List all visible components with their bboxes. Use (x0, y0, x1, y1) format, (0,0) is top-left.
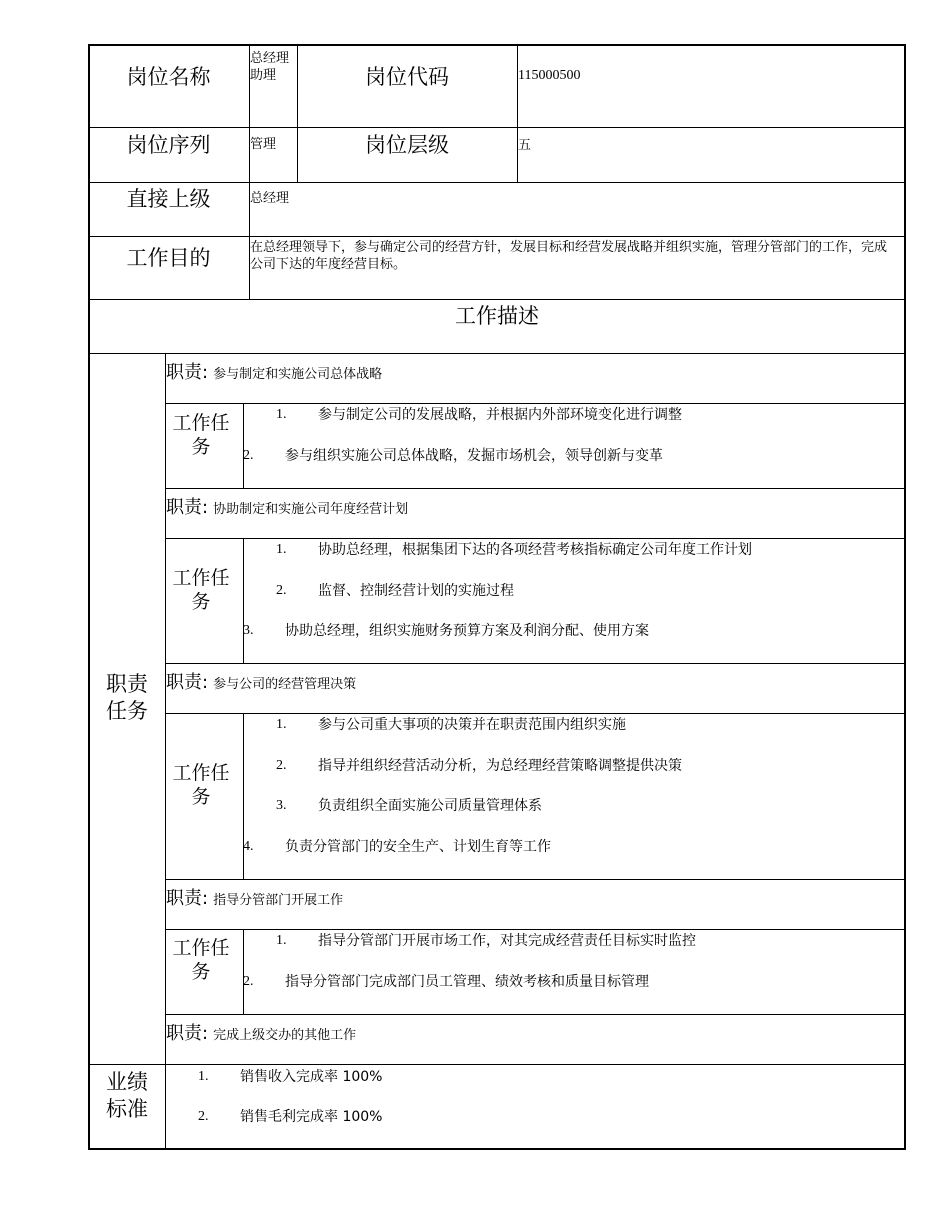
task-number: 1. (276, 933, 287, 948)
task-item (276, 757, 682, 775)
row-divider (165, 713, 906, 714)
performance-text: 销售毛利完成率 100% (240, 1109, 383, 1125)
duty-title: 参与公司的经营管理决策 (213, 677, 357, 692)
task-item (276, 406, 682, 424)
position-name-label: 岗位名称 (126, 65, 211, 89)
task-text: 指导分管部门完成部门员工管理、绩效考核和质量目标管理 (285, 974, 649, 990)
task-label: 工作任务 (172, 762, 230, 808)
duty-heading: 职责: 参与制定和实施公司总体战略 (166, 362, 383, 383)
duty-heading: 职责: 协助制定和实施公司年度经营计划 (166, 497, 409, 518)
performance-label: 业绩标准 (106, 1070, 148, 1121)
section-title: 工作描述 (455, 304, 539, 328)
task-item (243, 447, 663, 465)
row-divider (88, 182, 906, 183)
duty-title: 协助制定和实施公司年度经营计划 (213, 502, 409, 517)
task-number: 2. (276, 583, 287, 598)
col-divider (243, 929, 244, 1014)
task-text: 协助总经理，组织实施财务预算方案及利润分配、使用方案 (285, 623, 649, 639)
duty-title: 参与制定和实施公司总体战略 (213, 367, 383, 382)
task-text: 参与组织实施公司总体战略，发掘市场机会，领导创新与变革 (285, 448, 663, 464)
performance-number: 1. (198, 1069, 209, 1084)
duty-title: 指导分管部门开展工作 (213, 893, 344, 908)
task-text: 参与公司重大事项的决策并在职责范围内组织实施 (318, 717, 626, 733)
task-label: 工作任务 (172, 937, 230, 983)
row-divider (88, 127, 906, 128)
col-divider (243, 403, 244, 488)
duty-prefix: 职责 (166, 888, 202, 909)
row-divider (165, 929, 906, 930)
performance-text: 销售收入完成率 100% (240, 1069, 383, 1085)
task-item (276, 582, 514, 600)
task-number: 3. (276, 798, 287, 813)
row-divider (165, 663, 906, 664)
task-text: 监督、控制经营计划的实施过程 (318, 583, 514, 599)
task-number: 2. (243, 448, 254, 463)
task-number: 4. (243, 839, 254, 854)
level-label: 岗位层级 (365, 133, 449, 157)
task-item (276, 932, 696, 950)
task-label: 工作任务 (172, 412, 230, 458)
task-text: 指导分管部门开展市场工作，对其完成经营责任目标实时监控 (318, 933, 696, 949)
task-text: 负责组织全面实施公司质量管理体系 (318, 798, 542, 814)
task-item (276, 716, 626, 734)
performance-number: 2. (198, 1109, 209, 1124)
duty-heading: 职责: 参与公司的经营管理决策 (166, 672, 357, 693)
duty-prefix: 职责 (166, 362, 202, 383)
row-divider (88, 353, 906, 354)
purpose-label: 工作目的 (126, 246, 211, 270)
purpose-value: 在总经理领导下，参与确定公司的经营方针，发展目标和经营发展战略并组织实施，管理分管部门的工作，完成公司下达的年度经营目标。 (250, 240, 888, 272)
superior-label: 直接上级 (126, 187, 211, 211)
duty-title: 完成上级交办的其他工作 (213, 1028, 357, 1043)
row-divider (88, 1064, 906, 1065)
position-code-label: 岗位代码 (365, 65, 449, 89)
sequence-label: 岗位序列 (126, 133, 211, 157)
position-code-value: 115000500 (518, 68, 581, 83)
duty-prefix: 职责 (166, 1023, 202, 1044)
row-divider (165, 488, 906, 489)
performance-item (198, 1108, 383, 1126)
task-item (276, 541, 752, 559)
task-item (243, 622, 649, 640)
row-divider (88, 236, 906, 237)
task-number: 1. (276, 407, 287, 422)
position-name-value: 总经理助理 (250, 51, 290, 83)
duties-label: 职责任务 (106, 672, 148, 723)
row-divider (165, 403, 906, 404)
task-number: 3. (243, 623, 254, 638)
row-divider (165, 538, 906, 539)
row-divider (165, 1014, 906, 1015)
task-number: 2. (276, 758, 287, 773)
sequence-value: 管理 (250, 137, 277, 152)
col-divider (517, 44, 518, 182)
row-divider (88, 299, 906, 300)
row-divider (165, 879, 906, 880)
task-text: 负责分管部门的安全生产、计划生育等工作 (285, 839, 551, 855)
task-label: 工作任务 (172, 567, 230, 613)
task-text: 指导并组织经营活动分析，为总经理经营策略调整提供决策 (318, 758, 682, 774)
task-number: 1. (276, 717, 287, 732)
task-text: 参与制定公司的发展战略，并根据内外部环境变化进行调整 (318, 407, 682, 423)
duty-heading: 职责: 完成上级交办的其他工作 (166, 1023, 357, 1044)
col-divider (243, 538, 244, 663)
duty-prefix: 职责 (166, 497, 202, 518)
task-text: 协助总经理，根据集团下达的各项经营考核指标确定公司年度工作计划 (318, 542, 752, 558)
task-item (243, 838, 551, 856)
task-number: 1. (276, 542, 287, 557)
superior-value: 总经理 (250, 191, 290, 206)
performance-item (198, 1068, 383, 1086)
duty-prefix: 职责 (166, 672, 202, 693)
task-number: 2. (243, 974, 254, 989)
task-item (243, 973, 649, 991)
task-item (276, 797, 542, 815)
duty-heading: 职责: 指导分管部门开展工作 (166, 888, 344, 909)
level-value: 五 (518, 138, 532, 153)
